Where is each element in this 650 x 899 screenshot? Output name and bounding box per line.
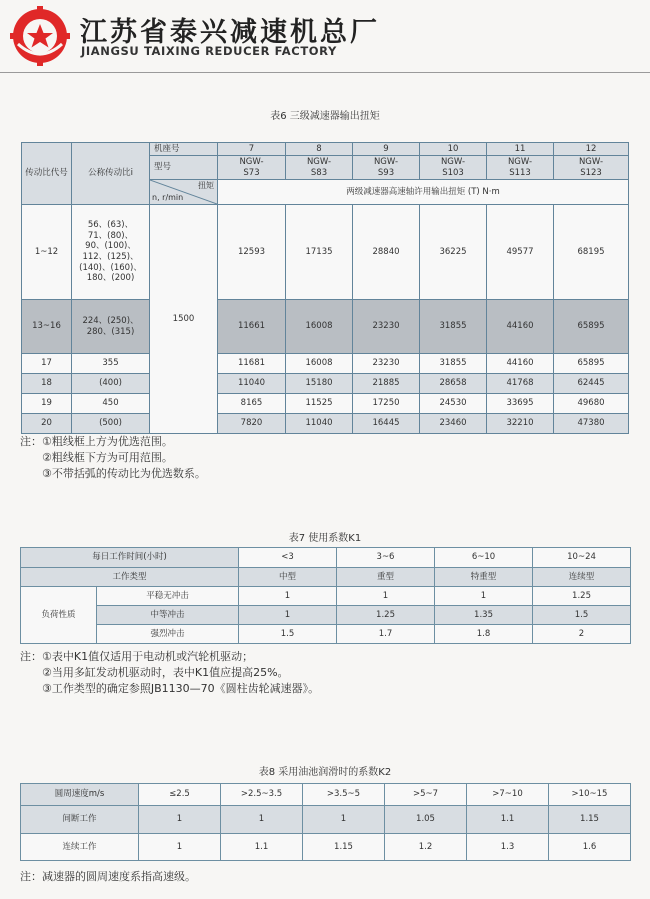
t6-torque-value: 49680	[554, 394, 629, 414]
t6-torque-value: 49577	[487, 205, 554, 300]
t6-torque-value: 65895	[554, 354, 629, 374]
t7-work-type: 中型	[239, 568, 337, 587]
t8-value: 1	[303, 806, 385, 834]
t8-value: 1.6	[549, 834, 631, 861]
t6-nominal-ratios: (400)	[72, 374, 150, 394]
t6-header-torque-speed	[150, 180, 218, 205]
note: ②当用多缸发动机驱动时，表中K1值应提高25%。	[42, 666, 289, 679]
t6-torque-value: 17135	[286, 205, 353, 300]
t6-torque-value: 16445	[353, 414, 420, 434]
t6-header-nominal-ratio: 公称传动比i	[72, 143, 150, 205]
t7-header-hours: 每日工作时间(小时)	[21, 548, 239, 568]
t6-nominal-ratios: (500)	[72, 414, 150, 434]
t6-nominal-ratios: 224、(250)、 280、(315)	[72, 300, 150, 354]
t6-model: NGW- S123	[554, 156, 629, 180]
t8-value: 1.1	[467, 806, 549, 834]
table8-caption: 表8 采用油池润滑时的系数K2	[258, 767, 392, 778]
t7-value: 1.5	[239, 625, 337, 644]
t8-value: 1.05	[385, 806, 467, 834]
t8-value: 1.15	[549, 806, 631, 834]
t8-speed: >10~15	[549, 784, 631, 806]
t6-torque-value: 47380	[554, 414, 629, 434]
note: ③工作类型的确定参照JB1130—70《圆柱齿轮减速器》。	[42, 682, 320, 695]
t6-torque-value: 8165	[218, 394, 286, 414]
t6-torque-value: 21885	[353, 374, 420, 394]
t8-value: 1	[139, 834, 221, 861]
t6-torque-value: 33695	[487, 394, 554, 414]
t7-header-work-type: 工作类型	[21, 568, 239, 587]
t6-torque-value: 32210	[487, 414, 554, 434]
company-logo-icon	[10, 6, 70, 66]
t8-row-name: 间断工作	[21, 806, 139, 834]
t7-value: 1	[435, 587, 533, 606]
table7-notes	[20, 649, 319, 697]
table7-service-factor	[20, 547, 631, 644]
t6-ratio-code: 1~12	[22, 205, 72, 300]
t6-ratio-code: 17	[22, 354, 72, 374]
t8-header-speed: 圆周速度m/s	[21, 784, 139, 806]
t7-value: 1.25	[533, 587, 631, 606]
t8-value: 1.2	[385, 834, 467, 861]
t6-model: NGW- S103	[420, 156, 487, 180]
t6-torque-value: 11040	[286, 414, 353, 434]
t6-torque-value: 16008	[286, 354, 353, 374]
t6-frame: 8	[286, 143, 353, 156]
t6-frame: 12	[554, 143, 629, 156]
t6-header-speed: n, r/min	[152, 193, 184, 202]
t6-torque-value: 44160	[487, 300, 554, 354]
t7-hours: 10~24	[533, 548, 631, 568]
table7-caption: 表7 使用系数K1	[288, 533, 362, 544]
table8-note: 注：减速器的圆周速度系指高速级。	[20, 870, 196, 883]
t6-torque-value: 41768	[487, 374, 554, 394]
t6-ratio-code: 13~16	[22, 300, 72, 354]
t6-model: NGW- S113	[487, 156, 554, 180]
t6-torque-value: 31855	[420, 300, 487, 354]
t6-header-model: 型号	[150, 156, 218, 180]
header-divider	[0, 72, 650, 73]
company-name-cn: 江苏省泰兴减速机总厂	[80, 17, 380, 48]
table6-notes	[20, 434, 206, 482]
t6-model: NGW- S93	[353, 156, 420, 180]
company-name-en: JIANGSU TAIXING REDUCER FACTORY	[81, 44, 337, 58]
t7-value: 1.7	[337, 625, 435, 644]
t8-value: 1.1	[221, 834, 303, 861]
t6-torque-value: 7820	[218, 414, 286, 434]
note: ③不带括弧的传动比为优选数系。	[42, 467, 206, 480]
t6-ratio-code: 20	[22, 414, 72, 434]
t6-torque-value: 17250	[353, 394, 420, 414]
header	[0, 0, 650, 73]
table6-caption: 表6 三级减速器输出扭矩	[270, 111, 380, 122]
t7-hours: 6~10	[435, 548, 533, 568]
t6-torque-value: 28658	[420, 374, 487, 394]
t6-model: NGW- S83	[286, 156, 353, 180]
t6-torque-value: 11525	[286, 394, 353, 414]
t6-torque-value: 12593	[218, 205, 286, 300]
t6-torque-value: 31855	[420, 354, 487, 374]
t6-torque-value: 11681	[218, 354, 286, 374]
t8-speed: ≤2.5	[139, 784, 221, 806]
t6-nominal-ratios: 56、(63)、 71、(80)、 90、(100)、 112、(125)、 (140)、(160)、 180、(200)	[72, 205, 150, 300]
t8-value: 1.3	[467, 834, 549, 861]
t8-row-name: 连续工作	[21, 834, 139, 861]
t6-model: NGW- S73	[218, 156, 286, 180]
note: ②粗线框下方为可用范围。	[42, 451, 173, 464]
t7-value: 1	[239, 587, 337, 606]
t7-work-type: 连续型	[533, 568, 631, 587]
note: 注：①粗线框上方为优选范围。	[20, 435, 173, 448]
t6-torque-value: 65895	[554, 300, 629, 354]
t6-torque-value: 11040	[218, 374, 286, 394]
t6-ratio-code: 18	[22, 374, 72, 394]
t6-torque-value: 68195	[554, 205, 629, 300]
t6-nominal-ratios: 450	[72, 394, 150, 414]
t7-value: 2	[533, 625, 631, 644]
t6-torque-value: 15180	[286, 374, 353, 394]
t6-torque-value: 62445	[554, 374, 629, 394]
t6-header-frame: 机座号	[150, 143, 218, 156]
t6-torque-value: 23230	[353, 300, 420, 354]
t6-frame: 7	[218, 143, 286, 156]
t8-value: 1.15	[303, 834, 385, 861]
t6-frame: 11	[487, 143, 554, 156]
t6-frame: 9	[353, 143, 420, 156]
t6-torque-value: 23230	[353, 354, 420, 374]
t7-value: 1.8	[435, 625, 533, 644]
table8-lubrication-factor	[20, 783, 631, 861]
note: 注：①表中K1值仅适用于电动机或汽轮机驱动；	[20, 650, 254, 663]
t6-speed: 1500	[150, 205, 218, 434]
t6-torque-value: 28840	[353, 205, 420, 300]
t7-value: 1	[239, 606, 337, 625]
t6-torque-value: 24530	[420, 394, 487, 414]
t8-speed: >3.5~5	[303, 784, 385, 806]
t6-header-ratio-code: 传动比代号	[22, 143, 72, 205]
t7-header-load: 负荷性质	[21, 587, 97, 644]
t8-value: 1	[221, 806, 303, 834]
t6-torque-value: 23460	[420, 414, 487, 434]
t7-value: 1.25	[337, 606, 435, 625]
t6-ratio-code: 19	[22, 394, 72, 414]
t6-torque-value: 16008	[286, 300, 353, 354]
t6-frame: 10	[420, 143, 487, 156]
t8-speed: >2.5~3.5	[221, 784, 303, 806]
t7-value: 1	[337, 587, 435, 606]
t7-value: 1.35	[435, 606, 533, 625]
t6-header-allowed-torque: 两级减速器高速轴许用输出扭矩 (T) N·m	[218, 180, 629, 205]
t7-load-name: 中等冲击	[97, 606, 239, 625]
t7-value: 1.5	[533, 606, 631, 625]
t7-load-name: 平稳无冲击	[97, 587, 239, 606]
t7-hours: 3~6	[337, 548, 435, 568]
t6-header-torque: 扭矩	[198, 181, 214, 190]
t8-speed: >5~7	[385, 784, 467, 806]
table6-output-torque	[21, 142, 629, 434]
t7-work-type: 特重型	[435, 568, 533, 587]
t8-value: 1	[139, 806, 221, 834]
t6-nominal-ratios: 355	[72, 354, 150, 374]
t8-speed: >7~10	[467, 784, 549, 806]
t7-hours: <3	[239, 548, 337, 568]
t7-load-name: 强烈冲击	[97, 625, 239, 644]
t7-work-type: 重型	[337, 568, 435, 587]
t6-torque-value: 44160	[487, 354, 554, 374]
t6-torque-value: 36225	[420, 205, 487, 300]
t6-torque-value: 11661	[218, 300, 286, 354]
